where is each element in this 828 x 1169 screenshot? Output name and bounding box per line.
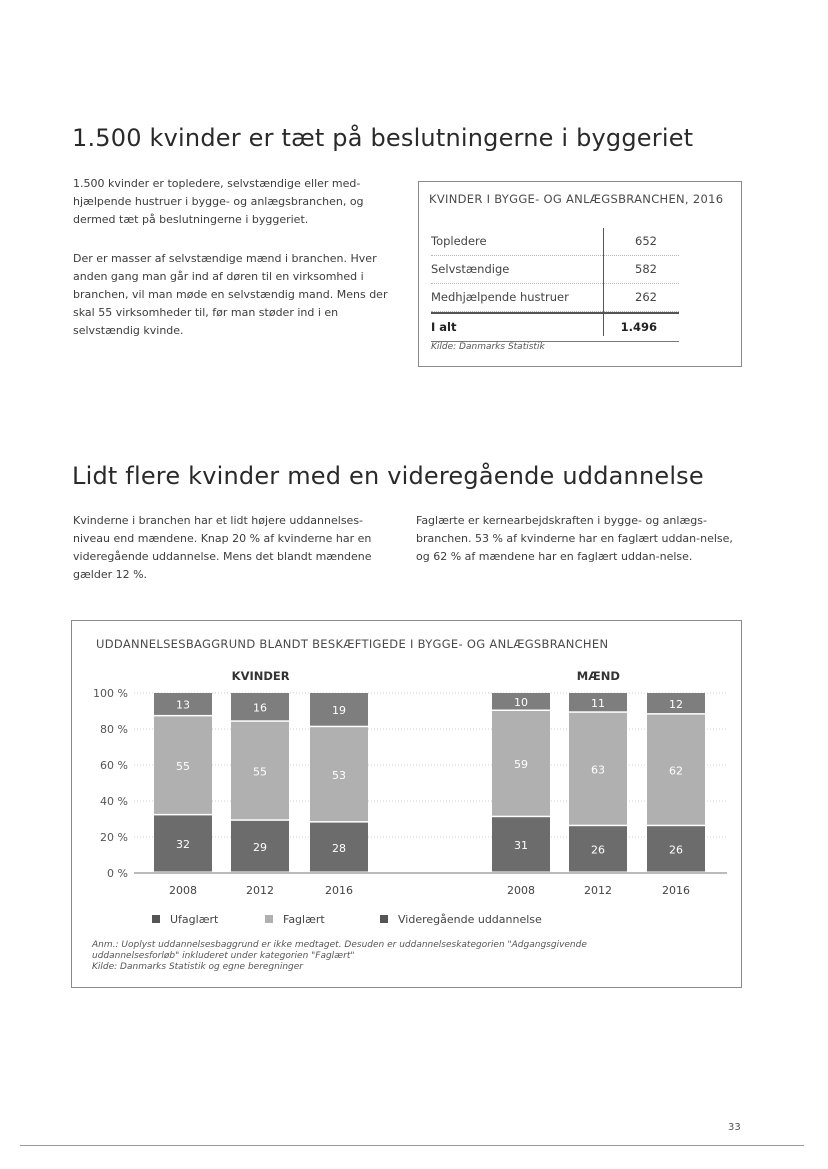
x-tick-label: 2008 bbox=[169, 884, 197, 897]
bar-value-label: 19 bbox=[332, 704, 346, 718]
table-source: Kilde: Danmarks Statistik bbox=[431, 342, 545, 352]
table-row bbox=[431, 256, 679, 284]
table-row bbox=[431, 228, 679, 256]
section2-paragraph-left: Kvinderne i branchen har et lidt højere uddannelses-niveau end mændene. Knap 20 % af kvinderne har en videregående uddannelse. Mens det blandt mændene gælder 12 %. bbox=[73, 514, 372, 581]
legend-swatch bbox=[380, 915, 388, 923]
y-tick-label: 100 % bbox=[93, 687, 128, 700]
y-tick-label: 0 % bbox=[107, 867, 128, 880]
women-table bbox=[431, 228, 679, 342]
y-tick-label: 40 % bbox=[100, 795, 128, 808]
note-line: Kilde: Danmarks Statistik og egne beregninger bbox=[92, 962, 304, 972]
bar-value-label: 63 bbox=[591, 763, 605, 777]
footer-rule bbox=[20, 1145, 804, 1146]
row-label: Topledere bbox=[431, 234, 487, 248]
group-label: KVINDER bbox=[231, 669, 290, 683]
bar-value-label: 59 bbox=[514, 758, 528, 772]
group-label: MÆND bbox=[576, 669, 620, 683]
section1-paragraph-2: Der er masser af selvstændige mænd i branchen. Hver anden gang man går ind af døren til en virksomhed i branchen, vil man møde en selvstændig mand. Mens der skal 55 virksomheder til, før man støder ind i en selvstændig kvinde. bbox=[73, 252, 388, 337]
bar-value-label: 31 bbox=[514, 839, 528, 853]
table-row bbox=[431, 284, 679, 312]
section1-paragraph-1: 1.500 kvinder er topledere, selvstændige eller med-hjælpende hustruer i bygge- og anlægsbranchen, og dermed tæt på beslutningerne i byggeriet. bbox=[73, 177, 364, 226]
education-chart-box bbox=[71, 620, 742, 988]
table-total-row bbox=[431, 312, 679, 342]
legend-label: Ufaglært bbox=[170, 913, 219, 926]
bar-value-label: 26 bbox=[591, 843, 605, 857]
y-tick-label: 20 % bbox=[100, 831, 128, 844]
x-tick-label: 2012 bbox=[246, 884, 274, 897]
y-tick-label: 80 % bbox=[100, 723, 128, 736]
total-label: I alt bbox=[431, 320, 457, 334]
row-label: Medhjælpende hustruer bbox=[431, 290, 569, 304]
legend-item-faglaert bbox=[265, 913, 325, 926]
legend-item-ufaglaert bbox=[152, 913, 218, 926]
x-tick-label: 2012 bbox=[584, 884, 612, 897]
row-value: 262 bbox=[635, 290, 657, 304]
chart-note bbox=[92, 940, 712, 973]
bar-value-label: 53 bbox=[332, 768, 346, 782]
bar-value-label: 32 bbox=[176, 838, 190, 852]
row-value: 652 bbox=[635, 234, 657, 248]
page-number: 33 bbox=[728, 1122, 741, 1133]
section2-heading: Lidt flere kvinder med en videregående uddannelse bbox=[72, 462, 704, 490]
bar-value-label: 10 bbox=[514, 696, 528, 709]
x-tick-label: 2016 bbox=[662, 884, 690, 897]
bar-value-label: 62 bbox=[669, 764, 683, 778]
x-tick-label: 2016 bbox=[325, 884, 353, 897]
section1-heading: 1.500 kvinder er tæt på beslutningerne i byggeriet bbox=[72, 124, 694, 152]
bar-value-label: 12 bbox=[669, 697, 683, 711]
legend-swatch bbox=[265, 915, 273, 923]
bar-value-label: 13 bbox=[176, 698, 190, 712]
row-value: 582 bbox=[635, 262, 657, 276]
women-table-box bbox=[418, 181, 742, 367]
bar-value-label: 55 bbox=[176, 759, 190, 773]
bar-value-label: 55 bbox=[253, 765, 267, 779]
legend-label: Videregående uddannelse bbox=[398, 913, 542, 926]
note-line: uddannelsesforløb" inkluderet under kategorien "Faglært" bbox=[92, 951, 355, 961]
bar-value-label: 29 bbox=[253, 840, 267, 854]
y-tick-label: 60 % bbox=[100, 759, 128, 772]
row-label: Selvstændige bbox=[431, 262, 510, 276]
women-table-title: KVINDER I BYGGE- OG ANLÆGSBRANCHEN, 2016 bbox=[429, 192, 724, 206]
section2-paragraph-right: Faglærte er kernearbejdskraften i bygge- og anlægs-branchen. 53 % af kvinderne har en faglært uddan-nelse, og 62 % af mændene har en faglært uddan-nelse. bbox=[416, 514, 733, 563]
legend-swatch bbox=[152, 915, 160, 923]
note-line: Anm.: Uoplyst uddannelsesbaggrund er ikke medtaget. Desuden er uddannelseskategorien "Adgangsgivende bbox=[92, 940, 587, 950]
total-value: 1.496 bbox=[620, 320, 657, 334]
legend-label: Faglært bbox=[283, 913, 325, 926]
bar-value-label: 26 bbox=[669, 843, 683, 857]
chart-title: UDDANNELSESBAGGRUND BLANDT BESKÆFTIGEDE I BYGGE- OG ANLÆGSBRANCHEN bbox=[96, 637, 609, 651]
bar-value-label: 11 bbox=[591, 696, 605, 710]
stacked-bar-chart bbox=[72, 621, 741, 911]
bar-value-label: 28 bbox=[332, 841, 346, 855]
legend-item-videregaaende bbox=[380, 913, 542, 926]
bar-value-label: 16 bbox=[253, 701, 267, 715]
x-tick-label: 2008 bbox=[507, 884, 535, 897]
